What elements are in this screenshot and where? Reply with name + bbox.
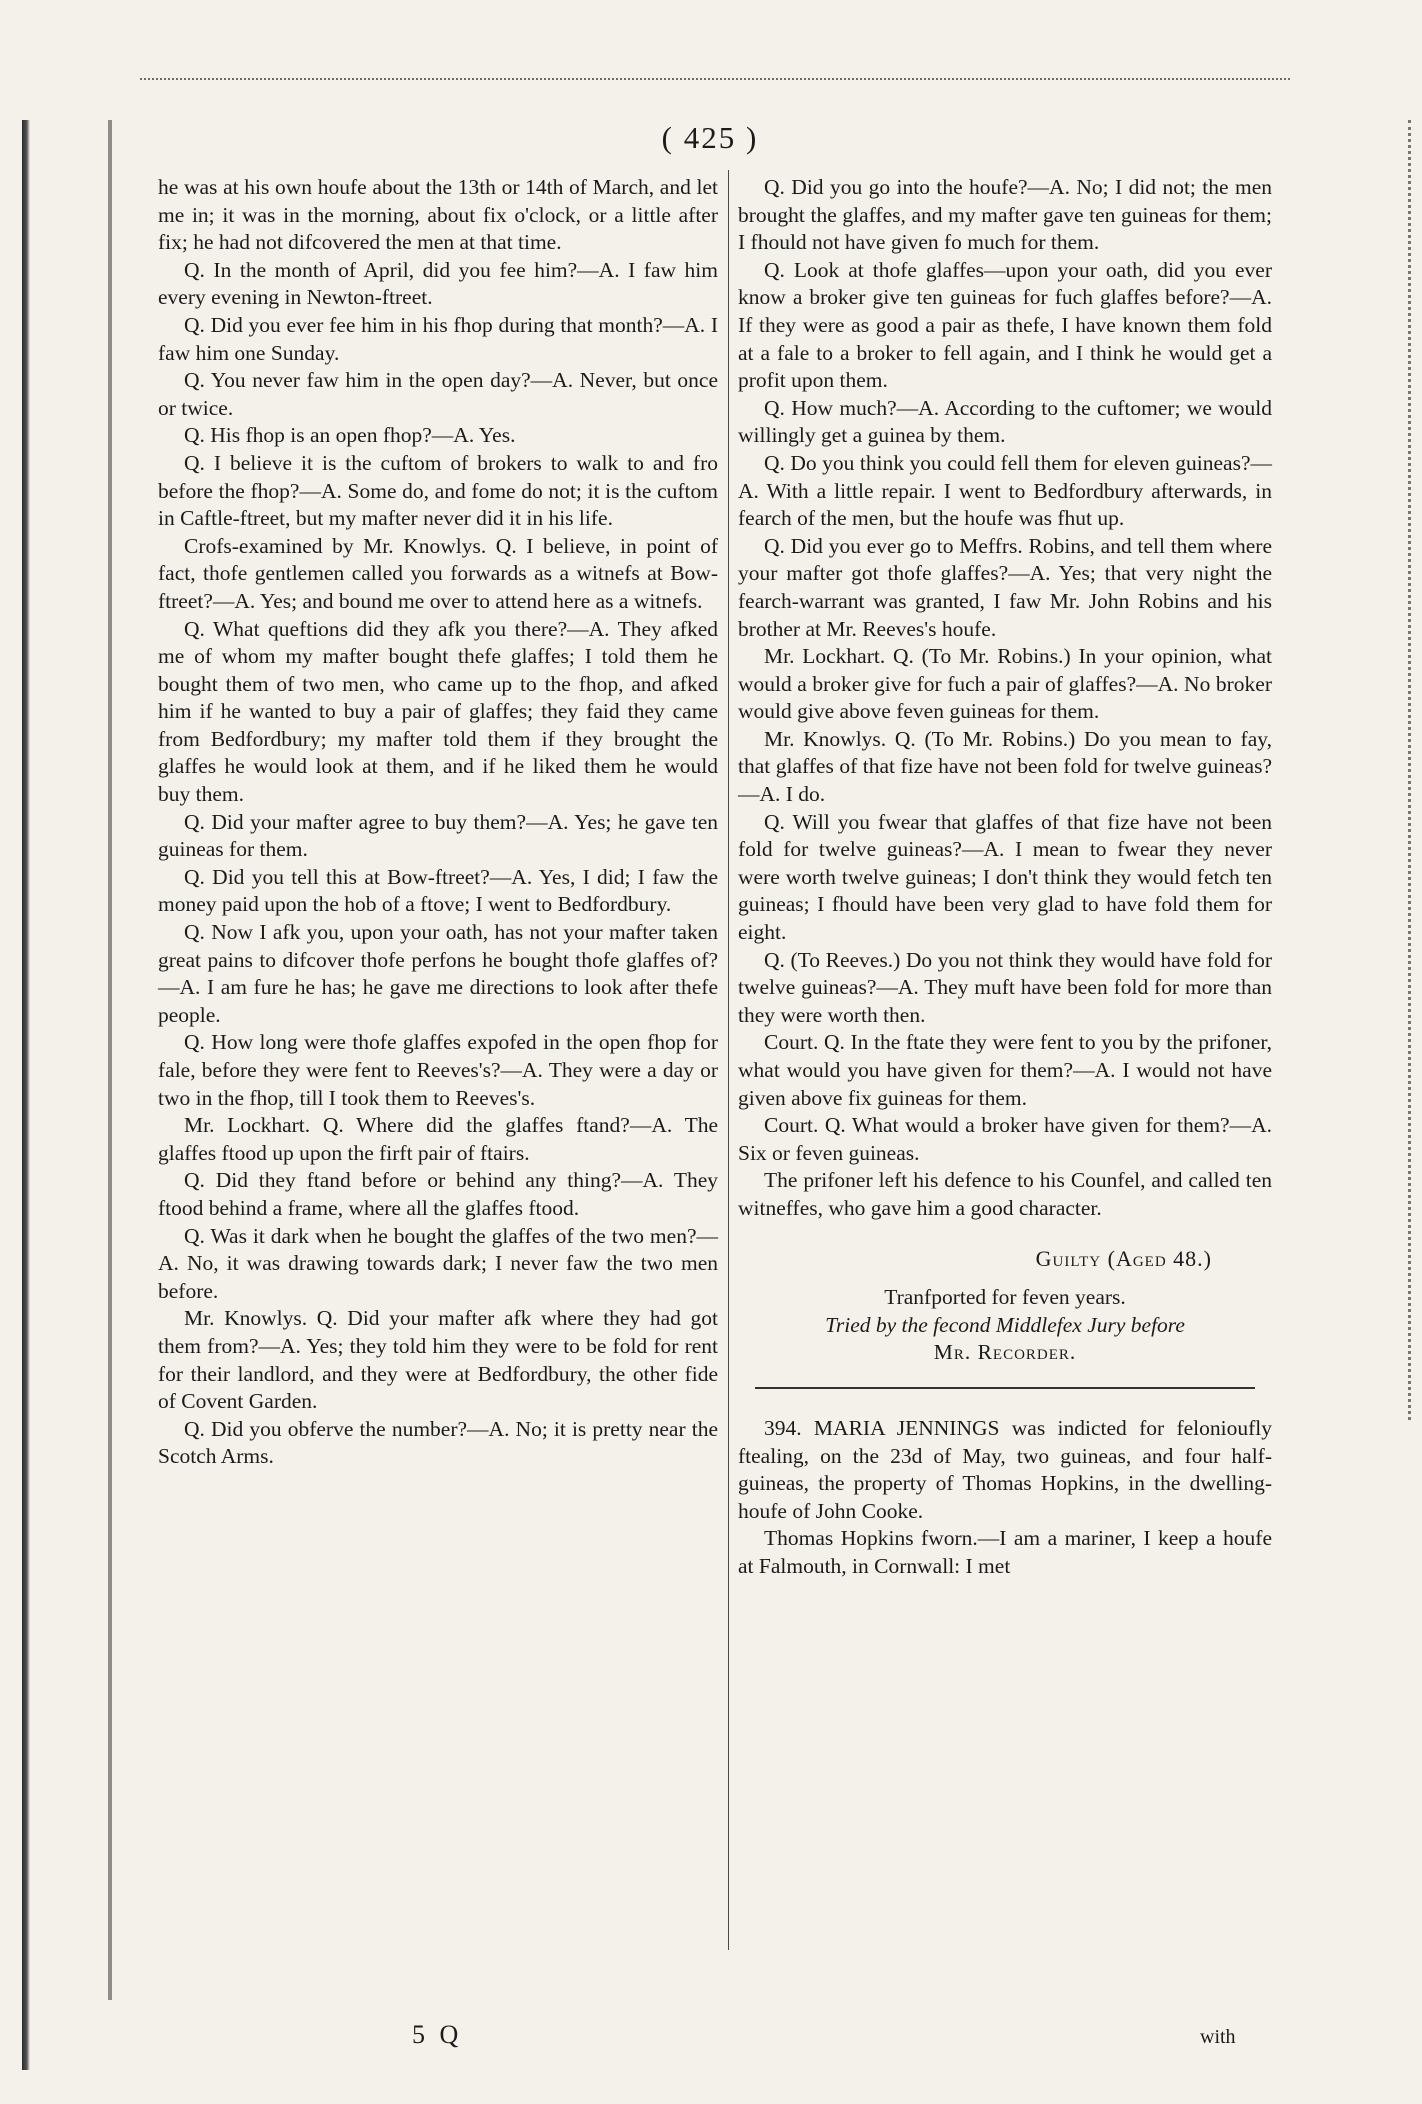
top-rule [140, 78, 1290, 80]
margin-line [108, 120, 112, 2000]
column-divider [728, 170, 729, 1950]
catchword: with [1200, 2026, 1236, 2048]
paragraph: Q. His fhop is an open fhop?—A. Yes. [184, 423, 516, 448]
paragraph: Q. Was it dark when he bought the glaffes of the two men?—A. No, it was drawing towards dark; I never faw the two men before. [158, 1223, 718, 1303]
paragraph: Court. Q. In the ftate they were fent to you by the prifoner, what would you have given for them?—A. I would not have given above fix guineas for them. [738, 1030, 1272, 1110]
sentence: Tranfported for feven years. [884, 1285, 1126, 1310]
paragraph: Court. Q. What would a broker have given for them?—A. Six or feven guineas. [738, 1113, 1272, 1165]
paragraph: Q. Did you tell this at Bow-ftreet?—A. Yes, I did; I faw the money paid upon the hob of a ftove; I went to Bedfordbury. [158, 864, 718, 917]
paragraph: Q. Will you fwear that glaffes of that fize have not been fold for twelve guineas?—A. I mean to fwear they never were worth twelve guineas; I don't think they would fetch ten guineas; I fhould have been very glad to have fold them for eight. [738, 809, 1272, 945]
verdict: Guilty (Aged 48.) [1035, 1245, 1212, 1271]
binding-shadow [22, 120, 30, 2070]
paragraph: Mr. Lockhart. Q. Where did the glaffes ftand?—A. The glaffes ftood up upon the firft pair of ftairs. [158, 1113, 718, 1165]
page-number: ( 425 ) [661, 120, 759, 155]
paragraph: Q. Look at thofe glaffes—upon your oath, did you ever know a broker give ten guineas for fuch glaffes before?—A. If they were as good a pair as thefe, I have known them fold at a fale to a broker to fell again, and I think he would get a profit upon them. [738, 257, 1272, 393]
paragraph: Mr. Knowlys. Q. Did your mafter afk where they had got them from?—A. Yes; they told him they were to be fold for rent for their landlord, and they were at Bedfordbury, the other fide of Covent Garden. [158, 1306, 718, 1414]
paragraph: The prifoner left his defence to his Counfel, and called ten witneffes, who gave him a good character. [738, 1168, 1272, 1220]
section-rule [755, 1387, 1255, 1389]
paragraph: Q. How long were thofe glaffes expofed in the open fhop for fale, before they were fent to Reeves's?—A. They were a day or two in the fhop, till I took them to Reeves's. [158, 1030, 718, 1110]
tried-by: Tried by the fecond Middlefex Jury before [825, 1312, 1185, 1337]
paragraph: Mr. Lockhart. Q. (To Mr. Robins.) In your opinion, what would a broker give for fuch a pair of glaffes?—A. No broker would give above feven guineas for them. [738, 644, 1272, 724]
paragraph: Q. Did you ever go to Meffrs. Robins, and tell them where your mafter got thofe glaffes?—A. Yes; that very night the fearch-warrant was granted, I faw Mr. John Robins and his brother at Mr. Reeves's houfe. [738, 533, 1272, 641]
paragraph: Q. Did you go into the houfe?—A. No; I did not; the men brought the glaffes, and my mafter gave ten guineas for them; I fhould not have given fo much for them. [738, 175, 1272, 255]
left-column [158, 174, 718, 1471]
right-edge-marks [1408, 120, 1414, 1420]
paragraph: Crofs-examined by Mr. Knowlys. Q. I believe, in point of fact, thofe gentlemen called you forwards as a witnefs at Bow-ftreet?—A. Yes; and bound me over to attend here as a witnefs. [158, 533, 718, 613]
paragraph: Q. What queftions did they afk you there?—A. They afked me of whom my mafter bought thefe glaffes; I told them he bought them of two men, who came up to the fhop, and afked him if he wanted to buy a pair of glaffes; they faid they came from Bedfordbury; my mafter told them if they brought the glaffes he would look at them, and if he liked them he would buy them. [158, 616, 718, 807]
paragraph: Q. In the month of April, did you fee him?—A. I faw him every evening in Newton-ftreet. [158, 257, 718, 310]
paragraph: Q. I believe it is the cuftom of brokers to walk to and fro before the fhop?—A. Some do, and fome do not; it is the cuftom in Caftle-ftreet, but my mafter never did it in his life. [158, 450, 718, 531]
paragraph: Q. Did they ftand before or behind any thing?—A. They ftood behind a frame, where all the glaffes ftood. [158, 1168, 718, 1220]
paragraph: he was at his own houfe about the 13th or 14th of March, and let me in; it was in the morning, about fix o'clock, or a little after fix; he had not difcovered the men at that time. [158, 175, 718, 255]
paragraph: Q. Did you ever fee him in his fhop during that month?—A. I faw him one Sunday. [158, 312, 718, 365]
paragraph: Q. Did you obferve the number?—A. No; it is pretty near the Scotch Arms. [158, 1416, 718, 1469]
paragraph: Q. How much?—A. According to the cuftomer; we would willingly get a guinea by them. [738, 395, 1272, 448]
case-heading: 394. MARIA JENNINGS was indicted for felonioufly ftealing, on the 23d of May, two guineas, and four half-guineas, the property of Thomas Hopkins, in the dwelling-houfe of John Cooke. [738, 1415, 1272, 1523]
recorder: Mr. Recorder. [933, 1340, 1077, 1365]
paragraph: Q. Did your mafter agree to buy them?—A. Yes; he gave ten guineas for them. [158, 809, 718, 862]
paragraph: Q. You never faw him in the open day?—A. Never, but once or twice. [158, 368, 718, 420]
paragraph: Mr. Knowlys. Q. (To Mr. Robins.) Do you mean to fay, that glaffes of that fize have not been fold for twelve guineas?—A. I do. [738, 726, 1272, 807]
paragraph: Q. (To Reeves.) Do you not think they would have fold for twelve guineas?—A. They muft have been fold for more than they were worth then. [738, 947, 1272, 1027]
paragraph: Q. Do you think you could fell them for eleven guineas?—A. With a little repair. I went to Bedfordbury afterwards, in fearch of the men, but the houfe was fhut up. [738, 450, 1272, 531]
paragraph: Q. Now I afk you, upon your oath, has not your mafter taken great pains to difcover thofe perfons he bought thofe glaffes of?—A. I am fure he has; he gave me directions to look after thefe people. [158, 920, 718, 1027]
signature-mark: 5 Q [412, 2020, 463, 2049]
paragraph: Thomas Hopkins fworn.—I am a mariner, I keep a houfe at Falmouth, in Cornwall: I met [738, 1526, 1272, 1578]
right-column [738, 174, 1272, 1581]
